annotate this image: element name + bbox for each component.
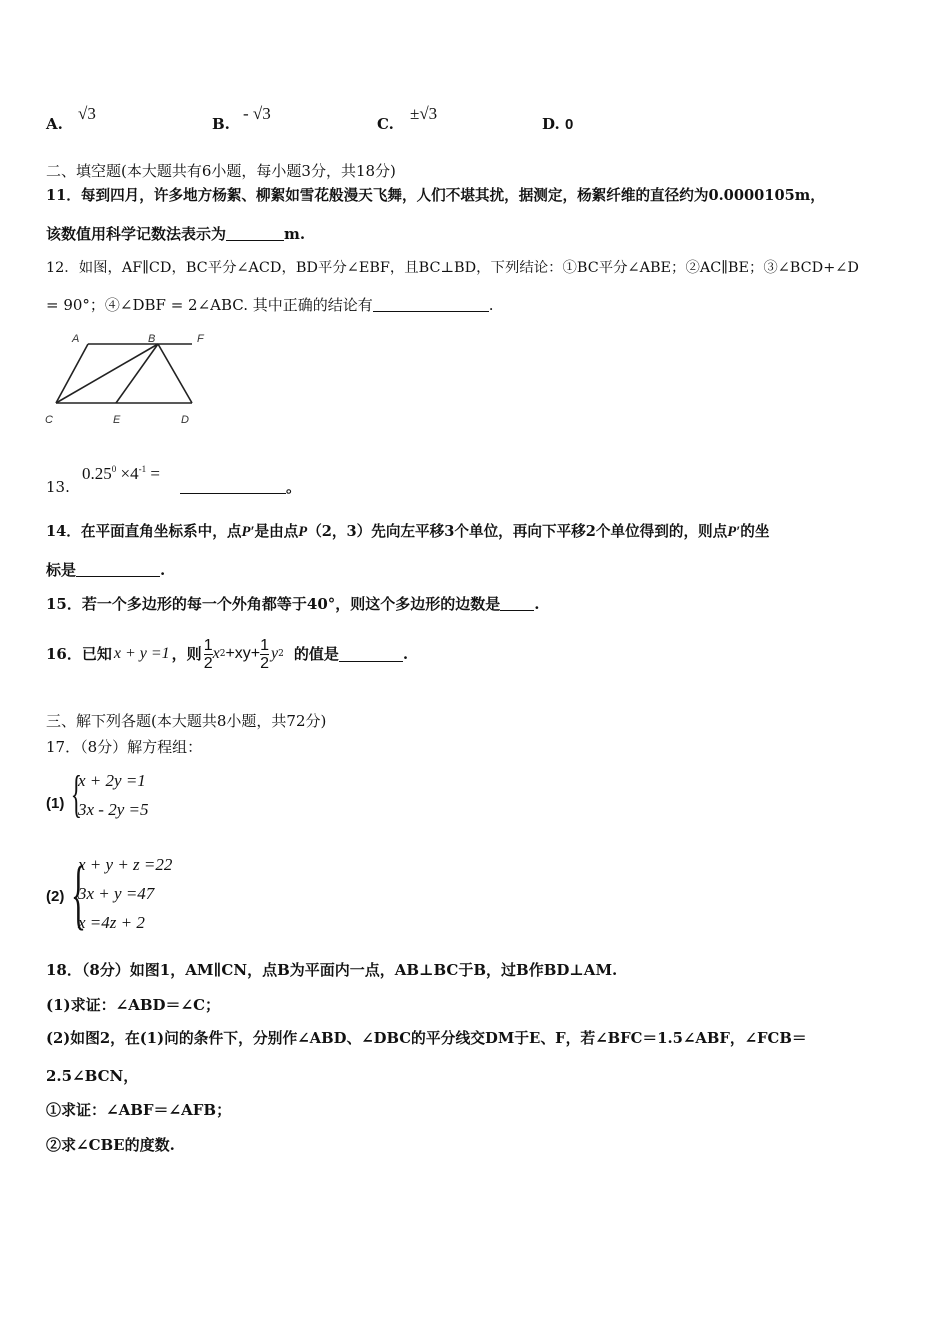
q12-line1: 12．如图，AF∥CD，BC平分∠ACD，BD平分∠EBF，且BC⊥BD，下列结论：①BC平分∠ABE；②AC∥BE；③∠BCD+∠D (46, 260, 859, 276)
q14-text-a: 14．在平面直角坐标系中，点 (46, 523, 242, 540)
figure-label-b: B (148, 333, 156, 345)
option-c (377, 114, 394, 134)
q18-line1: 18．（8分）如图1，AM∥CN，点B为平面内一点，AB⊥BC于B，过B作BD⊥AM. (46, 961, 618, 979)
figure-label-a: A (72, 333, 80, 345)
q13-base: 0.25 (82, 464, 112, 483)
q15-text: 15．若一个多边形的每一个外角都等于40°，则这个多边形的边数是 (46, 595, 501, 613)
option-b (212, 114, 230, 134)
q16-frac-1-num: 1 (203, 636, 213, 654)
figure-label-e: E (113, 414, 121, 426)
q11-line2-unit: m. (284, 225, 306, 243)
q18-line4: 2.5∠BCN， (46, 1067, 139, 1085)
q13-exp2: -1 (138, 464, 147, 474)
q14-answer-blank[interactable] (76, 562, 160, 577)
segment-bd (158, 344, 192, 403)
q12-line2-end: . (488, 296, 494, 314)
q15-line (46, 594, 540, 614)
q16-post-text: 的值是 (293, 645, 339, 663)
option-a-label: A. (46, 115, 63, 133)
q13-answer-blank[interactable] (180, 479, 286, 494)
q18-line3: (2)如图2，在(1)问的条件下，分别作∠ABD、∠DBC的平分线交DM于E、F，若∠BFC＝1.5∠ABF，∠FCB＝ (46, 1030, 807, 1047)
q17-part2-eq3: x =4z + 2 (78, 913, 145, 932)
q18-line5: ①求证：∠ABF＝∠AFB； (46, 1101, 232, 1119)
q18-line2: (1)求证：∠ABD＝∠C； (46, 996, 221, 1014)
q12-answer-blank[interactable] (373, 297, 489, 312)
q16-x: x (212, 645, 220, 662)
q16-frac-2 (260, 637, 269, 672)
q17-part1-eq1: x + 2y =1 (78, 771, 146, 790)
q15-end: . (534, 595, 540, 613)
q11-line1: 11．每到四月，许多地方杨絮、柳絮如雪花般漫天飞舞，人们不堪其扰，据测定，杨絮纤维的直径约为0.0000105m， (46, 187, 825, 204)
q16-y-exp: 2 (278, 649, 284, 659)
q13-answer (180, 477, 301, 497)
q13-expression (82, 464, 160, 484)
q12-line2-text: = 90°；④∠DBF = 2∠ABC. 其中正确的结论有 (46, 296, 373, 314)
option-d-label: D. (542, 115, 560, 133)
q17-title: 17．（8分）解方程组： (46, 738, 203, 756)
q16-y: y (271, 645, 279, 662)
q17-part1-label: (1) (46, 795, 65, 812)
option-d-value: 0 (564, 116, 574, 133)
q14-p: P (298, 524, 308, 540)
q17-part2-brace: { (71, 849, 86, 937)
section-3-header: 三、解下列各题(本大题共8小题，共72分) (46, 712, 327, 730)
figure-label-d: D (181, 414, 189, 426)
q16-answer-blank[interactable] (339, 647, 403, 662)
q18-line6: ②求∠CBE的度数. (46, 1136, 175, 1154)
q13-exp1: 0 (111, 464, 117, 474)
q13-end: 。 (286, 478, 302, 496)
segment-be (116, 344, 158, 403)
option-c-value: ±√3 (410, 104, 438, 123)
option-c-label: C. (377, 115, 394, 133)
q16-x-exp: 2 (219, 649, 226, 659)
q16-end: . (402, 645, 409, 663)
q14-end: . (160, 561, 166, 579)
q12-line2 (46, 295, 494, 315)
q14-text-b: 是由点 (254, 523, 299, 540)
q14-line1 (46, 522, 769, 542)
q17-part2-system (68, 850, 172, 937)
q16-xy: +xy+ (225, 645, 261, 662)
q14-text-c: （2，3）先向左平移3个单位，再向下平移2个单位得到的，则点 (307, 523, 728, 540)
q15-answer-blank[interactable] (500, 596, 534, 611)
q17-part2-eq1: x + y + z =22 (78, 855, 173, 874)
figure-label-c: C (45, 414, 53, 426)
q14-line2 (46, 560, 165, 580)
q16-line (46, 631, 408, 677)
q13-number: 13. (46, 478, 70, 496)
q16-condition: x + y =1 (113, 645, 170, 662)
option-a (46, 114, 63, 134)
q14-p-prime: P′ (241, 524, 255, 540)
q14-line2-text: 标是 (46, 561, 77, 579)
q11-line2 (46, 224, 305, 244)
q17-part1-eq2: 3x - 2y =5 (78, 800, 149, 819)
q16-frac-2-den: 2 (260, 654, 270, 672)
q17-part1-system (68, 766, 148, 824)
q16-frac-2-num: 1 (260, 636, 270, 654)
q17-part2-eq2: 3x + y =47 (78, 884, 155, 903)
option-d (542, 114, 573, 135)
q11-answer-blank[interactable] (226, 226, 284, 241)
q12-figure (40, 328, 220, 428)
option-b-value: - √3 (243, 104, 271, 123)
q16-mid: ，则 (171, 645, 202, 663)
q16-pre: 16．已知 (46, 645, 112, 663)
q16-frac-1 (204, 637, 213, 672)
q11-line2-text: 该数值用科学记数法表示为 (46, 225, 227, 243)
q17-part1-brace: { (70, 766, 82, 823)
q14-p-prime-2: P′ (727, 524, 741, 540)
option-b-label: B. (212, 115, 230, 133)
q13-mid: ×4 (116, 464, 139, 483)
q14-text-d: 的坐 (740, 523, 770, 540)
section-2-header: 二、填空题(本大题共有6小题，每小题3分，共18分) (46, 162, 396, 180)
q17-part2-label: (2) (46, 888, 65, 905)
option-a-value: √3 (78, 104, 96, 123)
q13-eq: = (146, 464, 160, 483)
q16-frac-1-den: 2 (203, 654, 213, 672)
figure-label-f: F (197, 333, 204, 345)
